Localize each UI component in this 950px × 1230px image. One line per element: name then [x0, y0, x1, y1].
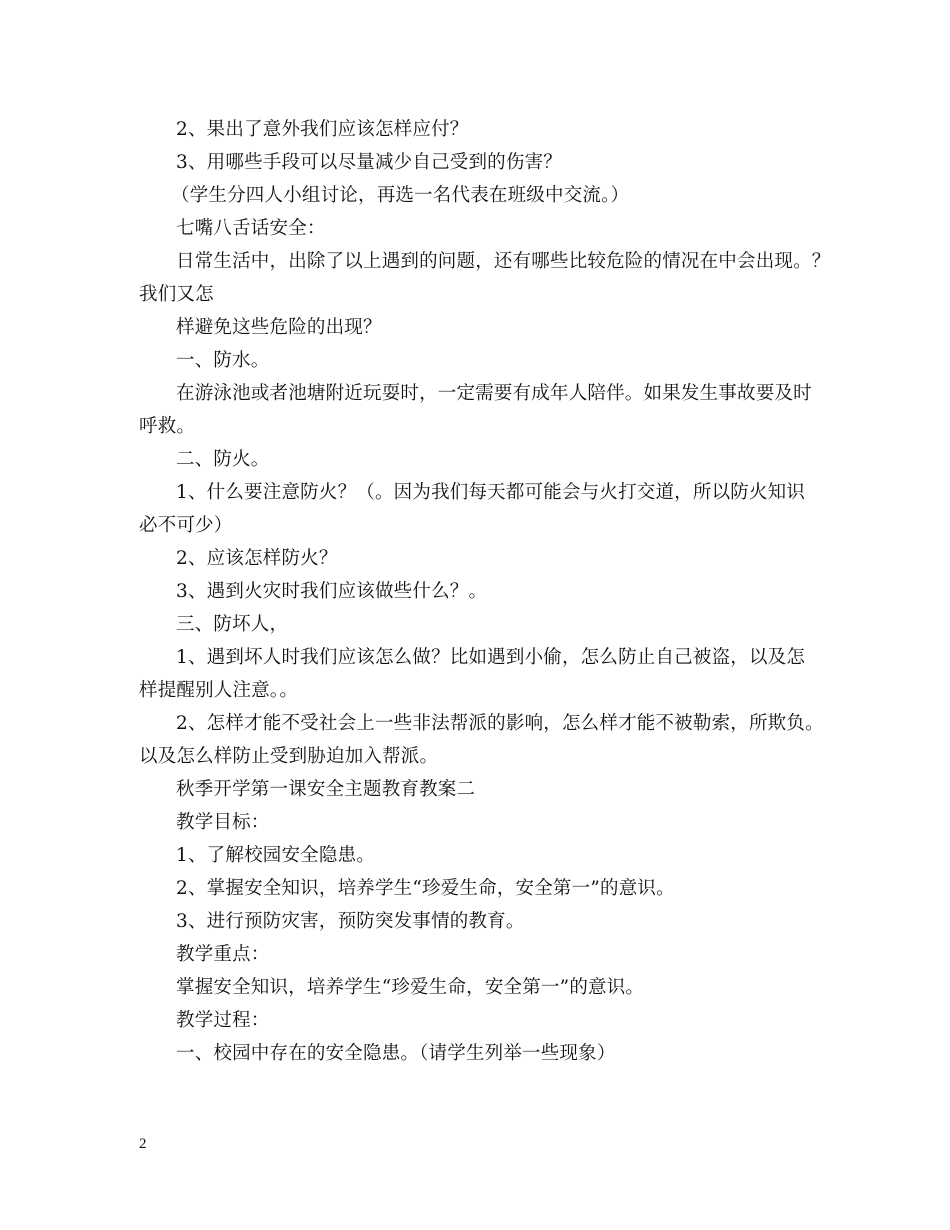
- paragraph-line: 以及怎么样防止受到胁迫加入帮派。: [139, 746, 439, 767]
- paragraph-line: 3、用哪些手段可以尽量减少自己受到的伤害？: [176, 152, 562, 173]
- paragraph-line: 1、遇到坏人时我们应该怎么做？比如遇到小偷，怎么防止自己被盗，以及怎: [176, 647, 806, 668]
- section-heading: 二、防火。: [176, 449, 270, 470]
- page-number: 2: [139, 1136, 147, 1152]
- paragraph-line: 样避免这些危险的出现？: [176, 317, 382, 338]
- paragraph-line: 呼救。: [139, 416, 196, 437]
- section-heading: 教学过程：: [176, 1010, 270, 1031]
- paragraph-line: 在游泳池或者池塘附近玩耍时，一定需要有成年人陪伴。如果发生事故要及时: [176, 383, 812, 404]
- paragraph-line: 掌握安全知识，培养学生“珍爱生命，安全第一”的意识。: [176, 977, 645, 998]
- paragraph-line: 2、应该怎样防火？: [176, 548, 338, 569]
- section-heading: 教学重点：: [176, 944, 270, 965]
- paragraph-line: 日常生活中，出除了以上遇到的问题，还有哪些比较危险的情况在中会出现。？: [176, 251, 831, 272]
- paragraph-line: （学生分四人小组讨论，再选一名代表在班级中交流。）: [171, 185, 630, 206]
- paragraph-line: 必不可少）: [139, 515, 233, 536]
- document-subtitle: 秋季开学第一课安全主题教育教案二: [176, 779, 476, 800]
- paragraph-line: 1、了解校园安全隐患。: [176, 845, 375, 866]
- section-heading: 一、防水。: [176, 350, 270, 371]
- section-heading: 七嘴八舌话安全：: [176, 218, 326, 239]
- paragraph-line: 3、遇到火灾时我们应该做些什么？。: [176, 581, 488, 602]
- document-body: [139, 113, 831, 1070]
- paragraph-line: 1、什么要注意防火？（。因为我们每天都可能会与火打交道，所以防火知识: [176, 482, 806, 503]
- paragraph-line: 一、校园中存在的安全隐患。（请学生列举一些现象）: [176, 1043, 616, 1064]
- section-heading: 教学目标：: [176, 812, 270, 833]
- paragraph-line: 3、进行预防灾害，预防突发事情的教育。: [176, 911, 525, 932]
- paragraph-line: 2、果出了意外我们应该怎样应付？: [176, 119, 469, 140]
- paragraph-line: 我们又怎: [139, 284, 214, 305]
- paragraph-line: 2、掌握安全知识，培养学生“珍爱生命，安全第一”的意识。: [176, 878, 675, 899]
- paragraph-line: 样提醒别人注意。。: [139, 680, 299, 701]
- paragraph-line: 2、怎样才能不受社会上一些非法帮派的影响，怎么样才能不被勒索，所欺负。: [176, 713, 824, 734]
- section-heading: 三、防坏人，: [176, 614, 289, 635]
